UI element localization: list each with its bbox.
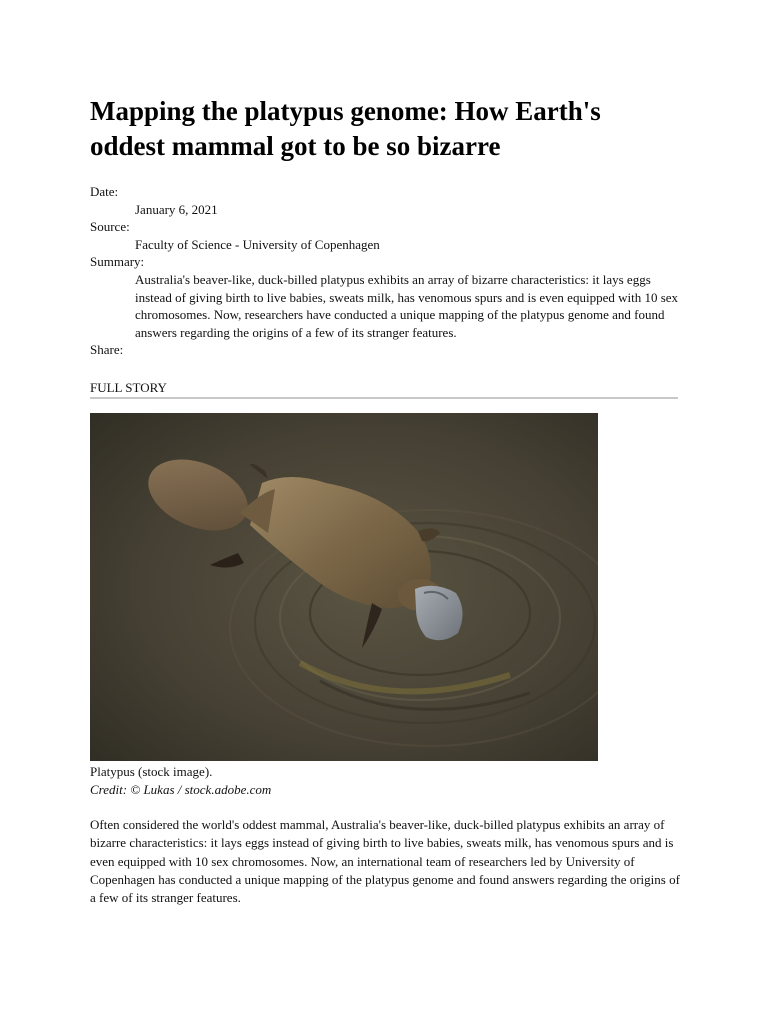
platypus-photo: [90, 413, 598, 761]
caption-text: Platypus (stock image).: [90, 764, 213, 779]
summary-value: Australia's beaver-like, duck-billed platypus exhibits an array of bizarre characteristics: it lays eggs instead of giving birth to live babies, sweats milk, has venomous spurs and is even equipped with 10 sex chromosomes. Now, researchers have conducted a unique mapping of the platypus genome and found answers regarding the origins of a few of its stranger features.: [135, 271, 679, 340]
date-label: Date:: [90, 184, 119, 199]
source-value: Faculty of Science - University of Copenhagen: [135, 236, 380, 252]
source-label: Source:: [90, 219, 130, 235]
summary-label: Summary:: [90, 254, 145, 270]
image-credit: Credit: © Lukas / stock.adobe.com: [90, 782, 272, 797]
article-title: Mapping the platypus genome: How Earth's oddest mammal got to be so bizarre: [90, 96, 601, 161]
full-story-heading: FULL STORY: [90, 380, 678, 399]
date-value: January 6, 2021: [135, 201, 218, 217]
image-caption: [90, 763, 680, 799]
article-meta: [90, 183, 680, 359]
share-label: Share:: [90, 342, 124, 358]
body-paragraph: Often considered the world's oddest mammal, Australia's beaver-like, duck-billed platypus exhibits an array of bizarre characteristics: it lays eggs instead of giving birth to live babies, sweats milk, has venomous spurs and is even equipped with 10 sex chromosomes. Now, an international team of researchers led by University of Copenhagen has conducted a unique mapping of the platypus genome and found answers regarding the origins of a few of its stranger features.: [90, 817, 680, 906]
